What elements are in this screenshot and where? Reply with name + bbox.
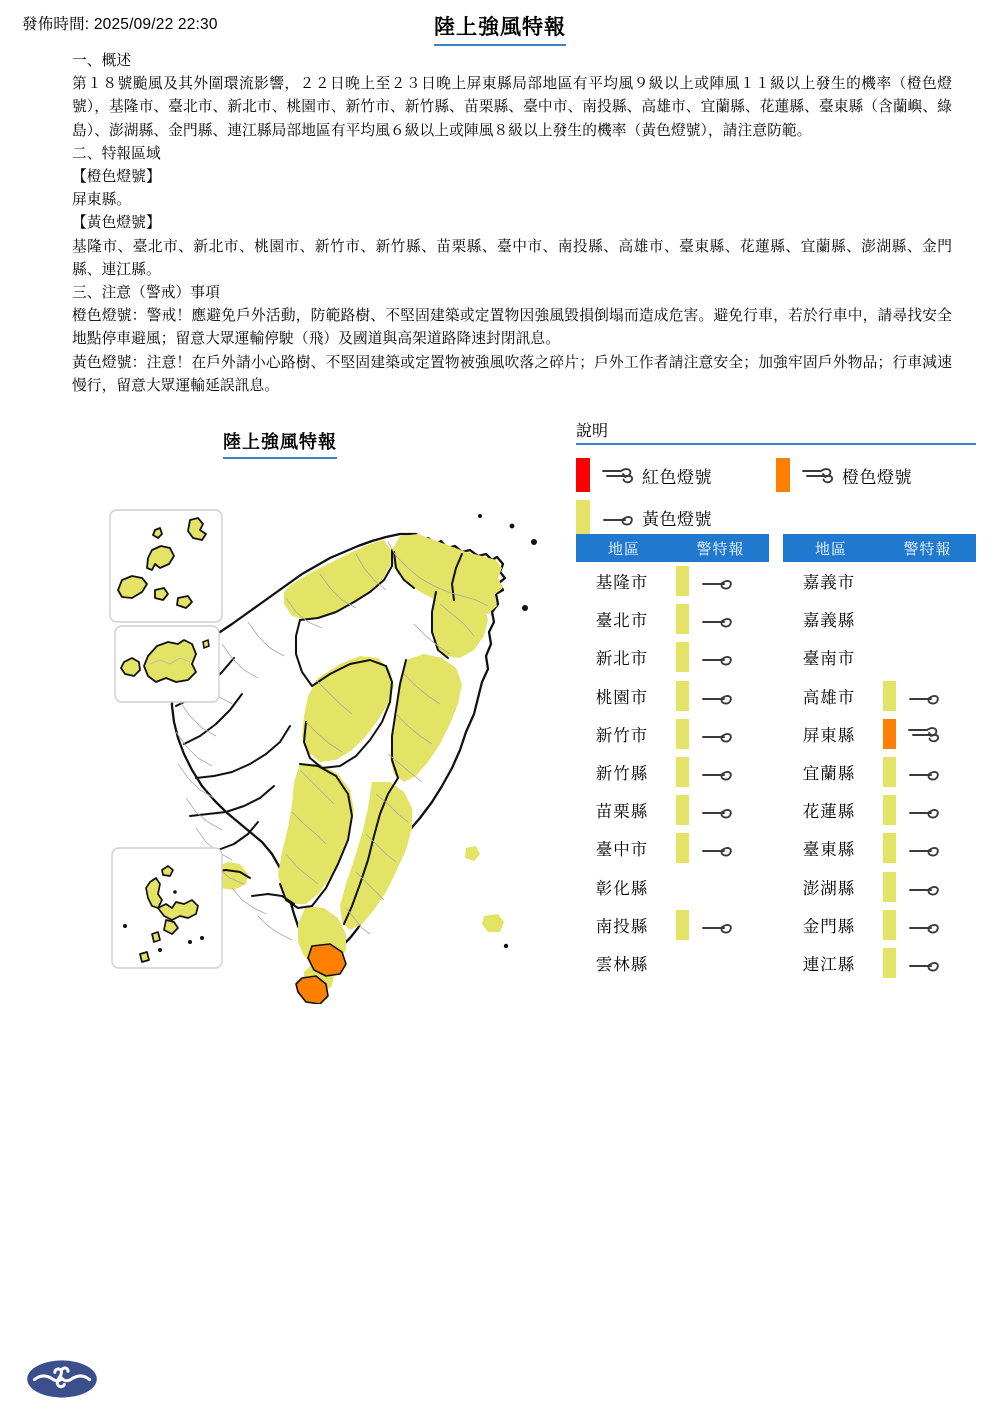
region-name: 花蓮縣: [802, 803, 856, 822]
publish-time: 發佈時間: 2025/09/22 22:30: [22, 16, 218, 33]
region-name: 基隆市: [595, 574, 649, 593]
table-row[interactable]: [783, 562, 976, 600]
warning-swatch: [676, 757, 689, 787]
warning-document: [72, 50, 952, 398]
warning-swatch: [676, 910, 689, 940]
warning-cell: [875, 719, 976, 749]
wind-icon: [902, 911, 946, 939]
taiwan-warning-map[interactable]: [0, 464, 560, 1004]
region-name: 嘉義縣: [802, 612, 856, 631]
table-row[interactable]: [783, 906, 976, 944]
warning-cell: [668, 833, 769, 863]
wind-icon: [695, 758, 739, 786]
table-row[interactable]: [576, 829, 769, 867]
table-row[interactable]: [783, 677, 976, 715]
region-name: 彰化縣: [595, 879, 649, 898]
warning-cell: [875, 757, 976, 787]
map-title-text: 陸上強風特報: [223, 428, 337, 459]
col-header-region: 地區: [814, 540, 847, 558]
yellow-areas: 基隆市、臺北市、新北市、桃園市、新竹市、新竹縣、苗栗縣、臺中市、南投縣、高雄市、臺東縣、花蓮縣、宜蘭縣、澎湖縣、金門縣、連江縣。: [72, 238, 952, 278]
section1-heading: 一、概述: [72, 53, 132, 69]
legend-title: 說明: [576, 423, 609, 440]
legend-item-orange: [776, 458, 976, 492]
warning-table-left: [576, 534, 769, 982]
wind-icon: [695, 682, 739, 710]
warning-swatch: [676, 604, 689, 634]
table-row[interactable]: [783, 944, 976, 982]
legend-label-yellow: 黃色燈號: [642, 509, 712, 529]
table-row[interactable]: [576, 715, 769, 753]
wind-icon: [902, 682, 946, 710]
region-name: 臺中市: [595, 841, 649, 860]
table-row[interactable]: [576, 791, 769, 829]
region-name: 苗栗縣: [595, 803, 649, 822]
warning-swatch: [676, 719, 689, 749]
wind-icon: [695, 834, 739, 862]
legend-divider: [576, 443, 976, 445]
table-row[interactable]: [783, 829, 976, 867]
section2-heading: 二、特報區域: [72, 145, 161, 162]
region-name: 臺南市: [802, 650, 856, 669]
warning-cell: [875, 872, 976, 902]
region-name: 臺東縣: [802, 841, 856, 860]
wind-icon: [695, 567, 739, 595]
yellow-advice: 黃色燈號：注意！在戶外請小心路樹、不堅固建築或定置物被強風吹落之碎片；戶外工作者請注意安全；加強牢固戶外物品；行車減速慢行，留意大眾運輸延誤訊息。: [72, 354, 952, 394]
table-row[interactable]: [783, 753, 976, 791]
table-row[interactable]: [576, 638, 769, 676]
wind-icon: [902, 796, 946, 824]
warning-cell: [668, 604, 769, 634]
col-header-warning: 警特報: [696, 540, 745, 558]
strong-wind-icon: [797, 460, 839, 490]
region-name: 新竹縣: [595, 765, 649, 784]
map-title: [0, 428, 560, 459]
warning-swatch: [883, 910, 896, 940]
wind-icon: [695, 605, 739, 633]
warning-swatch: [883, 719, 896, 749]
table-body-left: [576, 562, 769, 982]
warning-swatch: [676, 795, 689, 825]
table-row[interactable]: [783, 868, 976, 906]
warning-swatch: [883, 948, 896, 978]
wind-icon: [695, 643, 739, 671]
warning-cell: [875, 681, 976, 711]
orange-advice: 橙色燈號：警戒！應避免戶外活動，防範路樹、不堅固建築或定置物因強風毀損倒塌而造成危害。避免行車，若於行車中，請尋找安全地點停車避風；留意大眾運輸停駛（飛）及國道與高架道路降速封閉訊息。: [72, 308, 952, 348]
wind-icon: [597, 502, 639, 532]
yellow-tag: 【黃色燈號】: [72, 215, 161, 232]
wind-icon: [902, 834, 946, 862]
yellow-swatch: [576, 500, 590, 534]
warning-swatch: [883, 757, 896, 787]
region-name: 屏東縣: [802, 726, 856, 745]
kinmen-inset: [115, 626, 219, 702]
page-title-text: 陸上強風特報: [434, 11, 566, 46]
orange-areas: 屏東縣。: [72, 192, 132, 209]
legend-item-red: [576, 458, 776, 492]
table-row[interactable]: [576, 753, 769, 791]
red-swatch: [576, 458, 590, 492]
warning-cell: [668, 757, 769, 787]
region-name: 金門縣: [802, 917, 856, 936]
region-name: 臺北市: [595, 612, 649, 631]
table-row[interactable]: [576, 600, 769, 638]
warning-cell: [875, 833, 976, 863]
table-row[interactable]: [783, 715, 976, 753]
warning-cell: [668, 681, 769, 711]
legend-label-orange: 橙色燈號: [842, 467, 912, 487]
region-name: 連江縣: [802, 955, 856, 974]
orange-tag: 【橙色燈號】: [72, 169, 161, 186]
table-row[interactable]: [576, 562, 769, 600]
cwa-logo: [26, 1356, 98, 1402]
wind-icon: [902, 949, 946, 977]
page-title: [0, 11, 1000, 46]
wind-icon: [695, 796, 739, 824]
region-name: 澎湖縣: [802, 879, 856, 898]
wind-icon: [902, 873, 946, 901]
table-row[interactable]: [576, 677, 769, 715]
warning-cell: [875, 948, 976, 978]
warning-cell: [668, 566, 769, 596]
orange-swatch: [776, 458, 790, 492]
table-row[interactable]: [576, 906, 769, 944]
warning-cell: [668, 795, 769, 825]
legend-row: [576, 454, 976, 496]
warning-table-right: [783, 534, 976, 982]
section1-body: 第１８號颱風及其外圍環流影響，２２日晚上至２３日晚上屏東縣局部地區有平均風９級以上或陣風１１級以上發生的機率（橙色燈號），基隆市、臺北市、新北市、桃園市、新竹市、新竹縣、苗栗縣、臺中市、南投縣、高雄市、宜蘭縣、花蓮縣、臺東縣（含蘭嶼、綠島）、澎湖縣、金門縣、連江縣局部地區有平均風６級以上或陣風８級以上發生的機率（黃色燈號），請注意防範。: [72, 76, 952, 139]
warning-cell: [668, 642, 769, 672]
warning-cell: [668, 910, 769, 940]
section3-heading: 三、注意（警戒）事項: [72, 285, 220, 302]
warning-swatch: [883, 872, 896, 902]
warning-cell: [875, 795, 976, 825]
legend-row: [576, 496, 976, 538]
wind-icon: [695, 720, 739, 748]
map-panel: [0, 424, 560, 1000]
region-name: 南投縣: [595, 917, 649, 936]
table-header: [783, 534, 976, 562]
warning-swatch: [883, 795, 896, 825]
warning-swatch: [676, 833, 689, 863]
region-name: 高雄市: [802, 688, 856, 707]
matsu-inset: [110, 510, 222, 622]
strong-wind-icon: [902, 720, 946, 748]
warning-swatch: [883, 681, 896, 711]
table-row[interactable]: [576, 868, 769, 906]
region-name: 新竹市: [595, 726, 649, 745]
strong-wind-icon: [597, 460, 639, 490]
legend: [576, 418, 976, 538]
warning-cell: [668, 719, 769, 749]
warning-cell: [875, 910, 976, 940]
region-name: 雲林縣: [595, 955, 649, 974]
table-row[interactable]: [783, 600, 976, 638]
warning-swatch: [883, 833, 896, 863]
table-row[interactable]: [783, 791, 976, 829]
col-header-region: 地區: [607, 540, 640, 558]
penghu-inset: [112, 848, 222, 968]
warning-swatch: [676, 566, 689, 596]
region-name: 宜蘭縣: [802, 765, 856, 784]
wind-icon: [695, 911, 739, 939]
table-header: [576, 534, 769, 562]
col-header-warning: 警特報: [903, 540, 952, 558]
warning-swatch: [676, 681, 689, 711]
legend-label-red: 紅色燈號: [642, 467, 712, 487]
wind-icon: [902, 758, 946, 786]
warning-swatch: [676, 642, 689, 672]
region-name: 嘉義市: [802, 574, 856, 593]
table-row[interactable]: [576, 944, 769, 982]
table-body-right: [783, 562, 976, 982]
legend-item-yellow: [576, 500, 778, 534]
region-name: 新北市: [595, 650, 649, 669]
warning-tables: [576, 534, 976, 982]
region-name: 桃園市: [595, 688, 649, 707]
table-row[interactable]: [783, 638, 976, 676]
